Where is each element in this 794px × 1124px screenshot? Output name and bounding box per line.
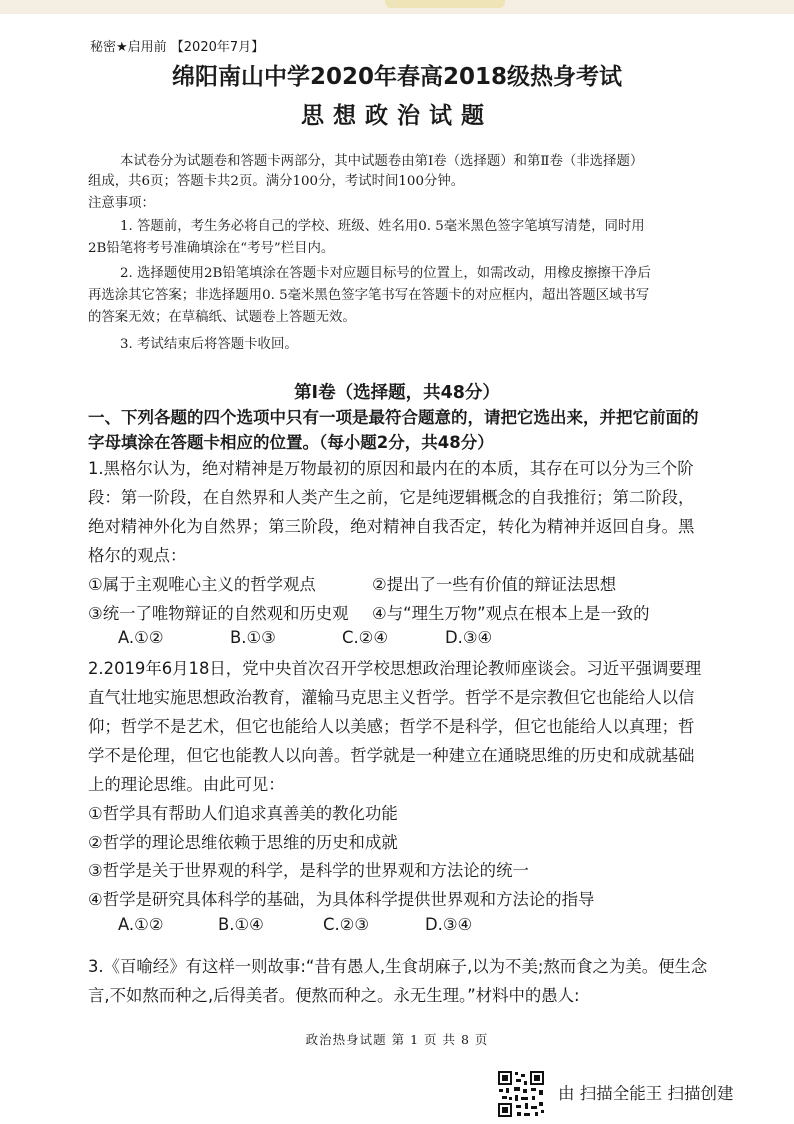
- question-text: 1.黑格尔认为，绝对精神是万物最初的原因和最内在的本质，其存在可以分为三个阶: [88, 459, 694, 478]
- choice-c: C.②③: [323, 915, 370, 934]
- question-text: 绝对精神外化为自然界；第三阶段，绝对精神自我否定，转化为精神并返回自身。黑: [88, 517, 695, 536]
- page-footer: 政治热身试题 第 1 页 共 8 页: [305, 1032, 489, 1047]
- qr-code-icon: [497, 1070, 545, 1118]
- section-instruction: 字母填涂在答题卡相应的位置。（每小题2分，共48分）: [88, 433, 494, 452]
- choice-d: D.③④: [445, 628, 493, 647]
- scanner-watermark: 由 扫描全能王 扫描创建: [558, 1084, 734, 1103]
- choice-b: B.①③: [230, 628, 276, 647]
- option-statement: ②提出了一些有价值的辩证法思想: [372, 575, 617, 594]
- confidential-label: 秘密★启用前 【2020年7月】: [90, 40, 265, 55]
- intro-line: 组成，共6页；答题卡共2页。满分100分，考试时间100分钟。: [88, 174, 465, 189]
- question-text: 上的理论思维。由此可见：: [88, 775, 285, 794]
- question-text: 仰；哲学不是艺术，但它也能给人以美感；哲学不是科学，但它也能给人以真理；哲: [88, 717, 695, 736]
- choice-d: D.③④: [425, 915, 473, 934]
- option-statement: ①哲学具有帮助人们追求真善美的教化功能: [88, 804, 398, 823]
- option-statement: ②哲学的理论思维依赖于思维的历史和成就: [88, 833, 398, 852]
- question-text: 直气壮地实施思想政治教育，灌输马克思主义哲学。哲学不是宗教但它也能给人以信: [88, 688, 695, 707]
- section-title: 第Ⅰ卷（选择题，共48分）: [294, 383, 500, 403]
- choice-c: C.②④: [342, 628, 389, 647]
- intro-line: 2. 选择题使用2B铅笔填涂在答题卡对应题目标号的位置上，如需改动，用橡皮擦擦干净后: [120, 266, 651, 281]
- intro-line: 2B铅笔将考号准确填涂在“考号”栏目内。: [88, 241, 335, 256]
- exam-subtitle: 思想政治试题: [301, 103, 493, 129]
- option-statement: ①属于主观唯心主义的哲学观点: [88, 575, 316, 594]
- option-statement: ④哲学是研究具体科学的基础，为具体科学提供世界观和方法论的指导: [88, 890, 595, 909]
- question-text: 格尔的观点：: [88, 546, 187, 565]
- choice-a: A.①②: [118, 628, 164, 647]
- section-instruction: 一、下列各题的四个选项中只有一项是最符合题意的，请把它选出来，并把它前面的: [88, 408, 699, 427]
- choice-b: B.①④: [218, 915, 264, 934]
- scan-smudge: [385, 0, 505, 8]
- intro-line: 的答案无效；在草稿纸、试题卷上答题无效。: [88, 310, 356, 325]
- question-text: 言,不如熬而种之,后得美者。便熬而种之。永无生理。”材料中的愚人:: [88, 986, 580, 1005]
- option-statement: ③哲学是关于世界观的科学，是科学的世界观和方法论的统一: [88, 861, 529, 880]
- option-statement: ③统一了唯物辩证的自然观和历史观: [88, 604, 349, 623]
- intro-line: 再选涂其它答案；非选择题用0. 5毫米黑色签字笔书写在答题卡的对应框内，超出答题区域书写: [88, 288, 650, 303]
- exam-title: 绵阳南山中学2020年春高2018级热身考试: [171, 64, 623, 90]
- intro-line: 3. 考试结束后将答题卡收回。: [120, 337, 298, 352]
- notice-heading: 注意事项：: [88, 196, 155, 211]
- question-text: 3.《百喻经》有这样一则故事:“昔有愚人,生食胡麻子,以为不美;熬而食之为美。便生念: [88, 957, 708, 976]
- question-text: 2.2019年6月18日，党中央首次召开学校思想政治理论教师座谈会。习近平强调要理: [88, 659, 702, 678]
- intro-line: 1. 答题前，考生务必将自己的学校、班级、姓名用0. 5毫米黑色签字笔填写清楚，同时用: [120, 219, 645, 234]
- question-text: 学不是伦理，但它也能教人以向善。哲学就是一种建立在通晓思维的历史和成就基础: [88, 746, 695, 765]
- question-text: 段：第一阶段，在自然界和人类产生之前，它是纯逻辑概念的自我推衍；第二阶段，: [88, 488, 695, 507]
- option-statement: ④与“理生万物”观点在根本上是一致的: [372, 604, 650, 623]
- choice-a: A.①②: [118, 915, 164, 934]
- intro-line: 本试卷分为试题卷和答题卡两部分，其中试题卷由第Ⅰ卷（选择题）和第Ⅱ卷（非选择题）: [120, 154, 644, 169]
